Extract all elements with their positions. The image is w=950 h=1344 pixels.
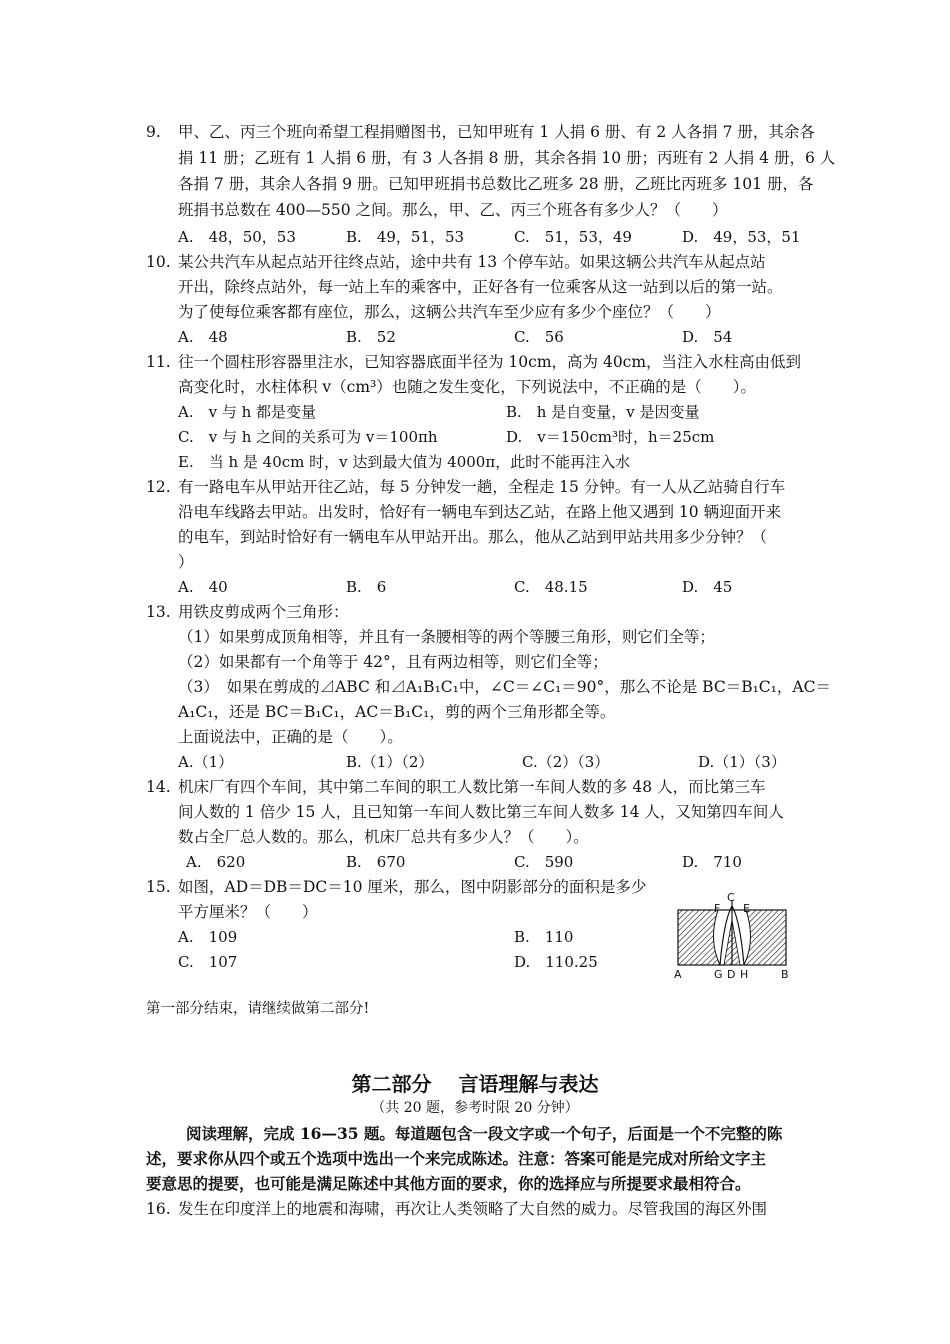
q14-option-d: D. 710: [682, 853, 742, 871]
q15-option-a: A. 109: [178, 928, 238, 946]
q10-option-a: A. 48: [178, 328, 228, 346]
q12-line-4: ）: [178, 553, 194, 571]
q13-option-c: C.（2）（3）: [522, 753, 610, 771]
q13-line-2: （1）如果剪成顶角相等，并且有一条腰相等的两个等腰三角形，则它们全等；: [178, 628, 715, 646]
q12-option-b: B. 6: [346, 578, 387, 596]
q9-option-a: A. 48，50，53: [178, 228, 296, 246]
section-2-subtitle: （共 20 题，参考时限 20 分钟）: [371, 1100, 579, 1116]
q11-option-e: E. 当 h 是 40cm 时，v 达到最大值为 4000π，此时不能再注入水: [178, 453, 631, 471]
q12-line-3: 的电车，到站时恰好有一辆电车从甲站开出。那么，他从乙站到甲站共用多少分钟？（: [178, 528, 768, 546]
shaded-right-region: [744, 910, 786, 965]
q15-option-b: B. 110: [514, 928, 574, 946]
q10-number: 10.: [146, 253, 171, 271]
label-e: E: [743, 902, 750, 915]
label-c: C: [727, 891, 735, 904]
q13-option-d: D.（1）（3）: [698, 753, 786, 771]
label-g: G: [714, 968, 723, 980]
label-f: F: [714, 902, 721, 915]
q15-line-2: 平方厘米？（ ）: [178, 903, 318, 921]
q14-number: 14.: [146, 778, 171, 796]
q11-line-1: 往一个圆柱形容器里注水，已知容器底面半径为 10cm，高为 40cm，当注入水柱高由低到: [178, 353, 802, 371]
q16-number: 16.: [146, 1200, 171, 1218]
label-h: H: [740, 968, 749, 980]
q10-option-d: D. 54: [682, 328, 733, 346]
label-a: A: [674, 968, 682, 980]
q10-line-2: 开出，除终点站外，每一站上车的乘客中，正好各有一位乘客从这一站到以后的第一站。: [178, 278, 783, 296]
q9-line-1: 甲、乙、丙三个班向希望工程捐赠图书，已知甲班有 1 人捐 6 册、有 2 人各捐 7 册，其余各: [178, 123, 815, 141]
q12-number: 12.: [146, 478, 171, 496]
q9-line-3: 各捐 7 册，其余人各捐 9 册。已知甲班捐书总数比乙班多 28 册，乙班比丙班多 101 册，各: [178, 175, 814, 193]
q14-line-3: 数占全厂总人数的。那么，机床厂总共有多少人？（ ）。: [178, 828, 589, 846]
q9-line-4: 班捐书总数在 400—550 之间。那么，甲、乙、丙三个班各有多少人？（ ）: [178, 201, 728, 219]
q10-option-c: C. 56: [514, 328, 564, 346]
q13-line-4: （3） 如果在剪成的⊿ABC 和⊿A₁B₁C₁中，∠C＝∠C₁＝90°，那么不论是 BC＝B₁C₁，AC＝: [178, 678, 831, 696]
label-d: D: [727, 968, 736, 980]
q12-option-d: D. 45: [682, 578, 733, 596]
q11-option-d: D. v＝150cm³时，h＝25cm: [506, 428, 715, 446]
section-2-instructions-line-1: 阅读理解，完成 16—35 题。每道题包含一段文字或一个句子，后面是一个不完整的陈: [186, 1124, 783, 1143]
section-2-instructions-line-3: 要意思的提要，也可能是满足陈述中其他方面的要求，你的选择应与所提要求最相符合。: [146, 1174, 751, 1193]
q13-option-a: A.（1）: [178, 753, 234, 771]
q9-option-b: B. 49，51，53: [346, 228, 465, 246]
q13-line-6: 上面说法中，正确的是（ ）。: [178, 728, 403, 746]
q9-number: 9.: [146, 123, 161, 141]
q10-option-b: B. 52: [346, 328, 396, 346]
q14-line-2: 间人数的 1 倍少 15 人，且已知第一车间人数比第三车间人数多 14 人，又知第四车间人: [178, 803, 784, 821]
q13-line-1: 用铁皮剪成两个三角形：: [178, 603, 349, 621]
q11-option-a: A. v 与 h 都是变量: [178, 403, 317, 421]
q11-line-2: 高变化时，水柱体积 v（cm³）也随之发生变化，下列说法中，不正确的是（ ）。: [178, 378, 757, 396]
q14-option-c: C. 590: [514, 853, 574, 871]
q11-number: 11.: [146, 353, 171, 371]
q13-line-5: A₁C₁，还是 BC＝B₁C₁，AC＝B₁C₁，剪的两个三角形都全等。: [178, 703, 616, 721]
q9-option-c: C. 51，53，49: [514, 228, 632, 246]
q13-line-3: （2）如果都有一个角等于 42°，且有两边相等，则它们全等；: [178, 653, 608, 671]
q15-option-d: D. 110.25: [514, 953, 598, 971]
q10-line-3: 为了使每位乘客都有座位，那么，这辆公共汽车至少应有多少个座位？（ ）: [178, 303, 721, 321]
shaded-left-region: [678, 910, 720, 965]
q12-option-a: A. 40: [178, 578, 228, 596]
q15-geometry-figure: [668, 890, 794, 980]
q13-number: 13.: [146, 603, 171, 621]
q11-option-c: C. v 与 h 之间的关系可为 v＝100πh: [178, 428, 438, 446]
q9-line-2: 捐 11 册；乙班有 1 人捐 6 册，有 3 人各捐 8 册，其余各捐 10 册；丙班有 2 人捐 4 册，6 人: [178, 149, 836, 167]
q16-line-1: 发生在印度洋上的地震和海啸，再次让人类领略了大自然的威力。尽管我国的海区外围: [178, 1200, 768, 1218]
q15-option-c: C. 107: [178, 953, 238, 971]
label-b: B: [781, 968, 789, 980]
q10-line-1: 某公共汽车从起点站开往终点站，途中共有 13 个停车站。如果这辆公共汽车从起点站: [178, 253, 766, 271]
q12-option-c: C. 48.15: [514, 578, 588, 596]
q12-line-2: 沿电车线路去甲站。出发时，恰好有一辆电车到达乙站，在路上他又遇到 10 辆迎面开来: [178, 503, 782, 521]
q13-option-b: B.（1）（2）: [346, 753, 434, 771]
q14-line-1: 机床厂有四个车间，其中第二车间的职工人数比第一车间人数的多 48 人，而比第三车: [178, 778, 766, 796]
q14-option-a: A. 620: [186, 853, 246, 871]
section-2-title: 第二部分 言语理解与表达: [351, 1072, 599, 1096]
q11-option-b: B. h 是自变量，v 是因变量: [506, 403, 700, 421]
q15-number: 15.: [146, 878, 171, 896]
section-2-instructions-line-2: 述，要求你从四个或五个选项中选出一个来完成陈述。注意：答案可能是完成对所给文字主: [146, 1149, 767, 1168]
q12-line-1: 有一路电车从甲站开往乙站，每 5 分钟发一趟，全程走 15 分钟。有一人从乙站骑自行车: [178, 478, 786, 496]
part-one-end-note: 第一部分结束，请继续做第二部分!: [146, 1001, 370, 1017]
q9-option-d: D. 49，53，51: [682, 228, 801, 246]
q14-option-b: B. 670: [346, 853, 406, 871]
q15-line-1: 如图，AD＝DB＝DC＝10 厘米，那么，图中阴影部分的面积是多少: [178, 878, 647, 896]
